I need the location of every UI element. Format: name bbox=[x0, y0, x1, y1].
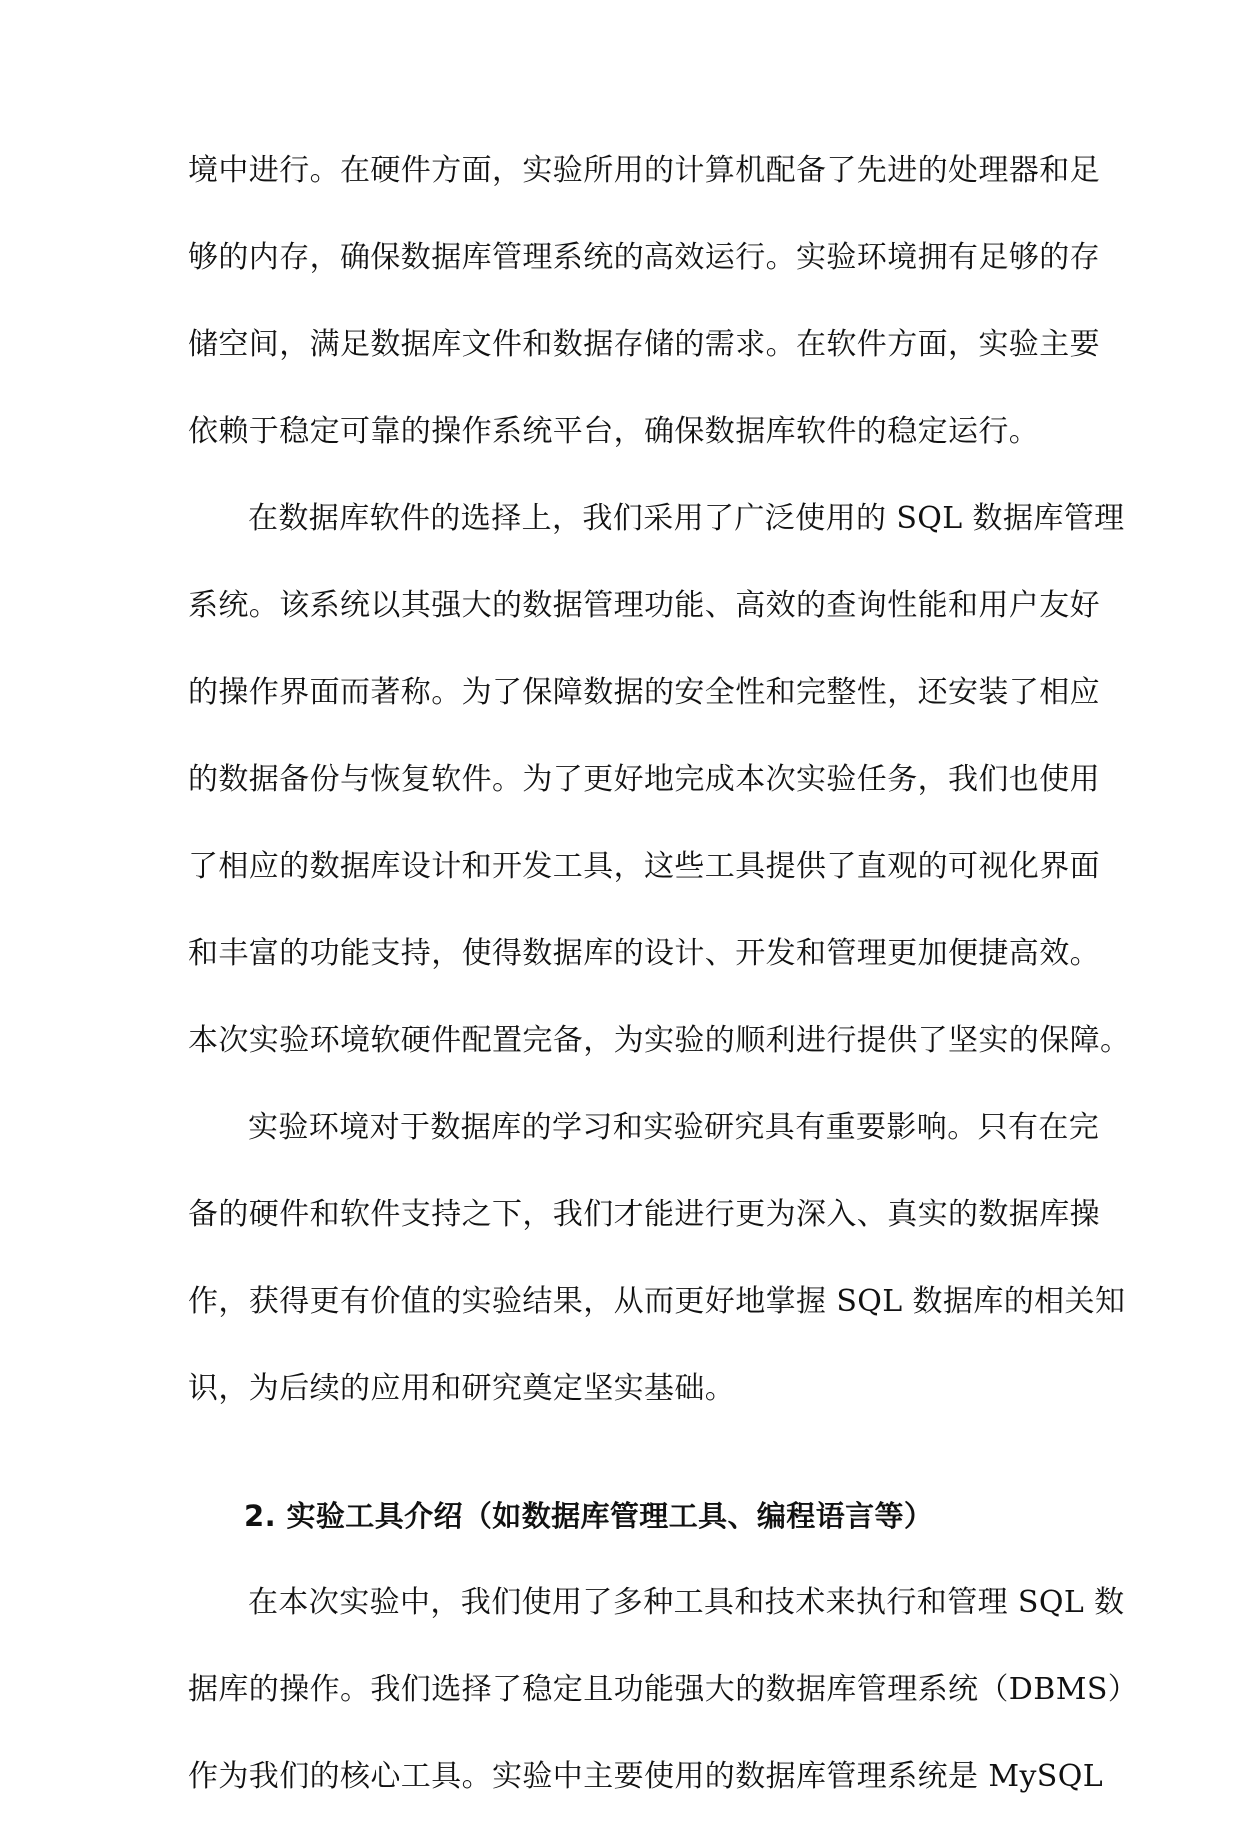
paragraph-line: 储空间，满足数据库文件和数据存储的需求。在软件方面，实验主要 bbox=[188, 327, 1100, 362]
paragraph-line: 在本次实验中，我们使用了多种工具和技术来执行和管理 SQL 数 bbox=[248, 1585, 1125, 1620]
section-heading: 2. 实验工具介绍（如数据库管理工具、编程语言等） bbox=[244, 1499, 934, 1533]
paragraph-line: 作，获得更有价值的实验结果，从而更好地掌握 SQL 数据库的相关知 bbox=[188, 1284, 1126, 1319]
paragraph-line: 境中进行。在硬件方面，实验所用的计算机配备了先进的处理器和足 bbox=[188, 153, 1100, 188]
paragraph-line: 识，为后续的应用和研究奠定坚实基础。 bbox=[188, 1371, 736, 1406]
paragraph-line: 的操作界面而著称。为了保障数据的安全性和完整性，还安装了相应 bbox=[188, 675, 1100, 710]
paragraph-line: 的数据备份与恢复软件。为了更好地完成本次实验任务，我们也使用 bbox=[188, 762, 1100, 797]
paragraph-line: 和丰富的功能支持，使得数据库的设计、开发和管理更加便捷高效。 bbox=[188, 936, 1100, 971]
paragraph-line: 依赖于稳定可靠的操作系统平台，确保数据库软件的稳定运行。 bbox=[188, 414, 1040, 449]
paragraph-line: 作为我们的核心工具。实验中主要使用的数据库管理系统是 MySQL bbox=[188, 1759, 1104, 1794]
paragraph-line: 够的内存，确保数据库管理系统的高效运行。实验环境拥有足够的存 bbox=[188, 240, 1100, 275]
paragraph-line: 系统。该系统以其强大的数据管理功能、高效的查询性能和用户友好 bbox=[188, 588, 1100, 623]
paragraph-line: 了相应的数据库设计和开发工具，这些工具提供了直观的可视化界面 bbox=[188, 849, 1100, 884]
document-body bbox=[188, 138, 1139, 1831]
paragraph-line: 据库的操作。我们选择了稳定且功能强大的数据库管理系统（DBMS） bbox=[188, 1672, 1139, 1707]
paragraph-line: 实验环境对于数据库的学习和实验研究具有重要影响。只有在完 bbox=[248, 1110, 1100, 1145]
paragraph-line: 备的硬件和软件支持之下，我们才能进行更为深入、真实的数据库操 bbox=[188, 1197, 1100, 1232]
paragraph-line: 本次实验环境软硬件配置完备，为实验的顺利进行提供了坚实的保障。 bbox=[188, 1023, 1131, 1058]
paragraph-line: 在数据库软件的选择上，我们采用了广泛使用的 SQL 数据库管理 bbox=[248, 501, 1125, 536]
